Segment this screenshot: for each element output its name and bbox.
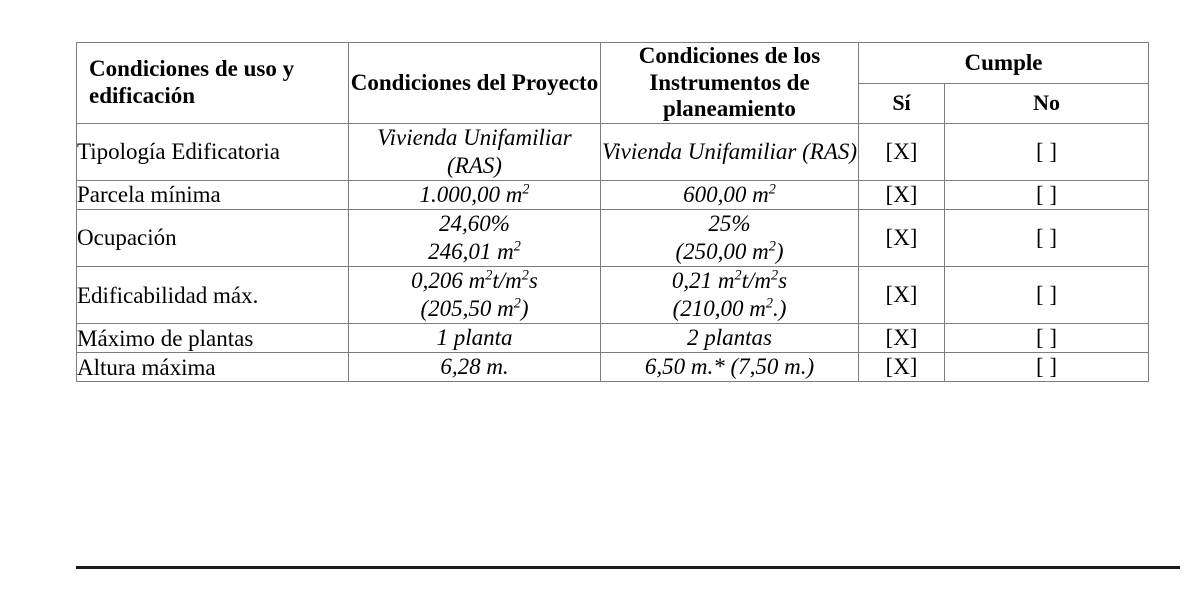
superscript-unit: 2 [734, 267, 742, 284]
table-row [77, 267, 1149, 324]
value-text: (250,00 m [675, 239, 769, 265]
superscript-unit: 2 [513, 238, 521, 255]
value-text: 0,206 m [411, 268, 486, 294]
header-cumple-si: Sí [859, 83, 945, 124]
row-project-tipologia-edificatoria: Vivienda Unifamiliar (RAS) [349, 124, 601, 181]
row-cumple-si-edificabilidad-maxima[interactable]: [X] [859, 267, 945, 324]
value-line-2 [601, 295, 858, 323]
value-tail: .) [772, 296, 787, 322]
value-tail: ) [775, 239, 784, 265]
row-cumple-no-parcela-minima[interactable]: [ ] [945, 181, 1149, 210]
row-project-ocupacion [349, 210, 601, 267]
value-text: 246,01 m [428, 239, 514, 265]
row-label-ocupacion: Ocupación [77, 210, 349, 267]
row-cumple-no-ocupacion[interactable]: [ ] [945, 210, 1149, 267]
value-tail: ) [520, 296, 529, 322]
header-condiciones-instrumentos-planeamiento: Condiciones de los Instrumentos de planeamiento [601, 43, 859, 124]
header-condiciones-uso-edificacion: Condiciones de uso y edificación [77, 43, 349, 124]
value-text: (210,00 m [672, 296, 766, 322]
row-project-maximo-de-plantas: 1 planta [349, 324, 601, 353]
row-planning-ocupacion [601, 210, 859, 267]
value-text: 0,21 m [671, 268, 735, 294]
row-label-maximo-de-plantas: Máximo de plantas [77, 324, 349, 353]
row-planning-parcela-minima [601, 181, 859, 210]
value-line-1: 24,60% [439, 211, 510, 237]
superscript-unit: 2 [765, 295, 773, 312]
value-text: 1.000,00 m [419, 182, 523, 208]
row-project-parcela-minima [349, 181, 601, 210]
value-text: 600,00 m [683, 182, 769, 208]
row-planning-altura-maxima: 6,50 m.* (7,50 m.) [601, 353, 859, 382]
table-row [77, 124, 1149, 181]
row-label-altura-maxima: Altura máxima [77, 353, 349, 382]
row-cumple-si-ocupacion[interactable]: [X] [859, 210, 945, 267]
row-cumple-no-tipologia-edificatoria[interactable]: [ ] [945, 124, 1149, 181]
urban-conditions-table [76, 42, 1149, 382]
header-cumple: Cumple [859, 43, 1149, 84]
row-label-tipologia-edificatoria: Tipología Edificatoria [77, 124, 349, 181]
superscript-unit: 2 [771, 267, 779, 284]
row-cumple-no-altura-maxima[interactable]: [ ] [945, 353, 1149, 382]
table-header-row-1 [77, 43, 1149, 84]
value-line-1 [601, 267, 858, 295]
row-planning-edificabilidad-maxima [601, 267, 859, 324]
value-text: t/m [492, 268, 522, 294]
table-row [77, 181, 1149, 210]
header-condiciones-proyecto: Condiciones del Proyecto [349, 43, 601, 124]
header-cumple-no: No [945, 83, 1149, 124]
table-body [77, 124, 1149, 382]
superscript-unit: 2 [768, 238, 776, 255]
row-label-parcela-minima: Parcela mínima [77, 181, 349, 210]
row-planning-maximo-de-plantas: 2 plantas [601, 324, 859, 353]
row-project-altura-maxima: 6,28 m. [349, 353, 601, 382]
table-row [77, 210, 1149, 267]
table-header [77, 43, 1149, 124]
value-line-1: 25% [708, 211, 751, 237]
row-cumple-si-altura-maxima[interactable]: [X] [859, 353, 945, 382]
row-cumple-si-parcela-minima[interactable]: [X] [859, 181, 945, 210]
superscript-unit: 2 [485, 267, 493, 284]
row-label-edificabilidad-maxima: Edificabilidad máx. [77, 267, 349, 324]
row-cumple-no-edificabilidad-maxima[interactable]: [ ] [945, 267, 1149, 324]
row-cumple-no-maximo-de-plantas[interactable]: [ ] [945, 324, 1149, 353]
urban-conditions-table-container [76, 42, 1148, 382]
value-text: s [528, 268, 538, 294]
row-project-edificabilidad-maxima [349, 267, 601, 324]
row-cumple-si-maximo-de-plantas[interactable]: [X] [859, 324, 945, 353]
footer-divider [76, 566, 1180, 569]
value-line-2 [349, 238, 600, 266]
row-cumple-si-tipologia-edificatoria[interactable]: [X] [859, 124, 945, 181]
superscript-unit: 2 [513, 295, 521, 312]
superscript-unit: 2 [522, 181, 530, 198]
superscript-unit: 2 [768, 181, 776, 198]
table-row [77, 353, 1149, 382]
table-row [77, 324, 1149, 353]
value-text: (205,50 m [420, 296, 514, 322]
value-text: t/m [741, 268, 772, 294]
footer-page-mark [1184, 560, 1198, 588]
value-line-2 [349, 295, 600, 323]
value-text: s [778, 268, 788, 294]
row-planning-tipologia-edificatoria: Vivienda Unifamiliar (RAS) [601, 124, 859, 181]
value-line-2 [601, 238, 858, 266]
superscript-unit: 2 [521, 267, 529, 284]
value-line-1 [349, 267, 600, 295]
